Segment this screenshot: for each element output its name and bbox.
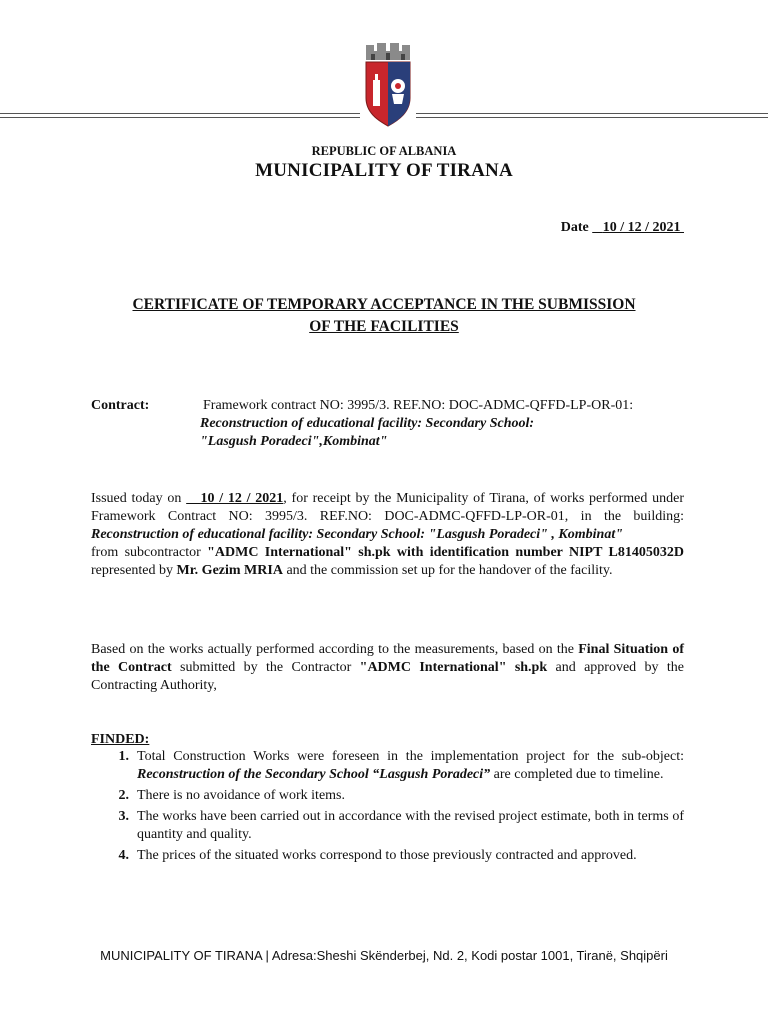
findings-list <box>91 748 684 868</box>
footer-address: Adresa:Sheshi Skënderbej, Nd. 2, Kodi postar 1001, Tiranë, Shqipëri <box>271 948 668 963</box>
based-text2: submitted by the Contractor <box>171 660 360 675</box>
issued-prefix: Issued today on <box>91 491 182 506</box>
certificate-title-line1: CERTIFICATE OF TEMPORARY ACCEPTANCE IN THE SUBMISSION <box>132 296 636 313</box>
school-name: Reconstruction of the Secondary School “Lasgush Poradeci” <box>137 767 491 782</box>
footer-org: MUNICIPALITY OF TIRANA <box>100 948 262 963</box>
document-date <box>561 220 684 236</box>
list-number: 3. <box>118 809 129 824</box>
page-footer <box>0 948 768 963</box>
contract-line3: "Lasgush Poradeci",Kombinat" <box>200 434 388 449</box>
list-number: 4. <box>118 848 129 863</box>
list-number: 1. <box>118 749 129 764</box>
list-text: Total Construction Works were foreseen in the implementation project for the sub-object: Reconstruction of the Secondary School “Lasgush Poradeci” are completed due to timeline. <box>137 749 684 782</box>
country-heading: REPUBLIC OF ALBANIA <box>311 144 457 158</box>
list-item <box>91 787 684 805</box>
certificate-title <box>0 294 768 338</box>
contract-label: Contract: <box>91 398 150 413</box>
date-label: Date <box>560 220 589 235</box>
based-text3: and approved by the Contracting Authority, <box>91 660 684 693</box>
issued-date: 10 / 12 / 2021 <box>200 491 284 506</box>
issued-text: , for receipt by the Municipality of Tirana, of works performed under Framework Contract NO: 3995/3. REF.NO: DOC-ADMC-QFFD-LP-OR-01, in the building: <box>91 491 684 524</box>
issued-tail: and the commission set up for the handover of the facility. <box>282 563 613 578</box>
issued-from: from subcontractor <box>91 545 208 560</box>
finded-heading: FINDED: <box>91 732 150 747</box>
tirana-coat-of-arms-icon <box>360 40 416 130</box>
municipality-heading: MUNICIPALITY OF TIRANA <box>255 160 513 181</box>
footer-separator: | <box>261 948 272 963</box>
certificate-title-line2: OF THE FACILITIES <box>309 318 459 335</box>
issued-building: Reconstruction of educational facility: Secondary School: "Lasgush Poradeci" , Kombinat" <box>91 527 623 542</box>
subcontractor-name: "ADMC International" sh.pk with identification number NIPT L81405032D <box>207 545 684 560</box>
list-text: There is no avoidance of work items. <box>137 788 345 803</box>
list-number: 2. <box>118 788 129 803</box>
list-item <box>91 847 684 865</box>
list-item <box>91 808 684 844</box>
final-situation: Final Situation of the Contract <box>91 642 684 675</box>
based-paragraph <box>91 641 684 695</box>
issued-paragraph <box>91 490 684 580</box>
based-text1: Based on the works actually performed according to the measurements, based on the <box>91 642 579 657</box>
list-text: The prices of the situated works correspond to those previously contracted and approved. <box>137 848 637 863</box>
list-item <box>91 748 684 784</box>
contract-line1: Framework contract NO: 3995/3. REF.NO: DOC-ADMC-QFFD-LP-OR-01: <box>203 398 634 413</box>
representative-name: Mr. Gezim MRIA <box>176 563 283 578</box>
contract-line2: Reconstruction of educational facility: Secondary School: <box>200 416 535 431</box>
contract-details <box>200 397 684 451</box>
list-text: The works have been carried out in accordance with the revised project estimate, both in terms of quantity and quality. <box>137 809 684 842</box>
contractor-name: "ADMC International" sh.pk <box>359 660 548 675</box>
date-value: 10 / 12 / 2021 <box>602 220 681 235</box>
represented-by: represented by <box>91 563 177 578</box>
